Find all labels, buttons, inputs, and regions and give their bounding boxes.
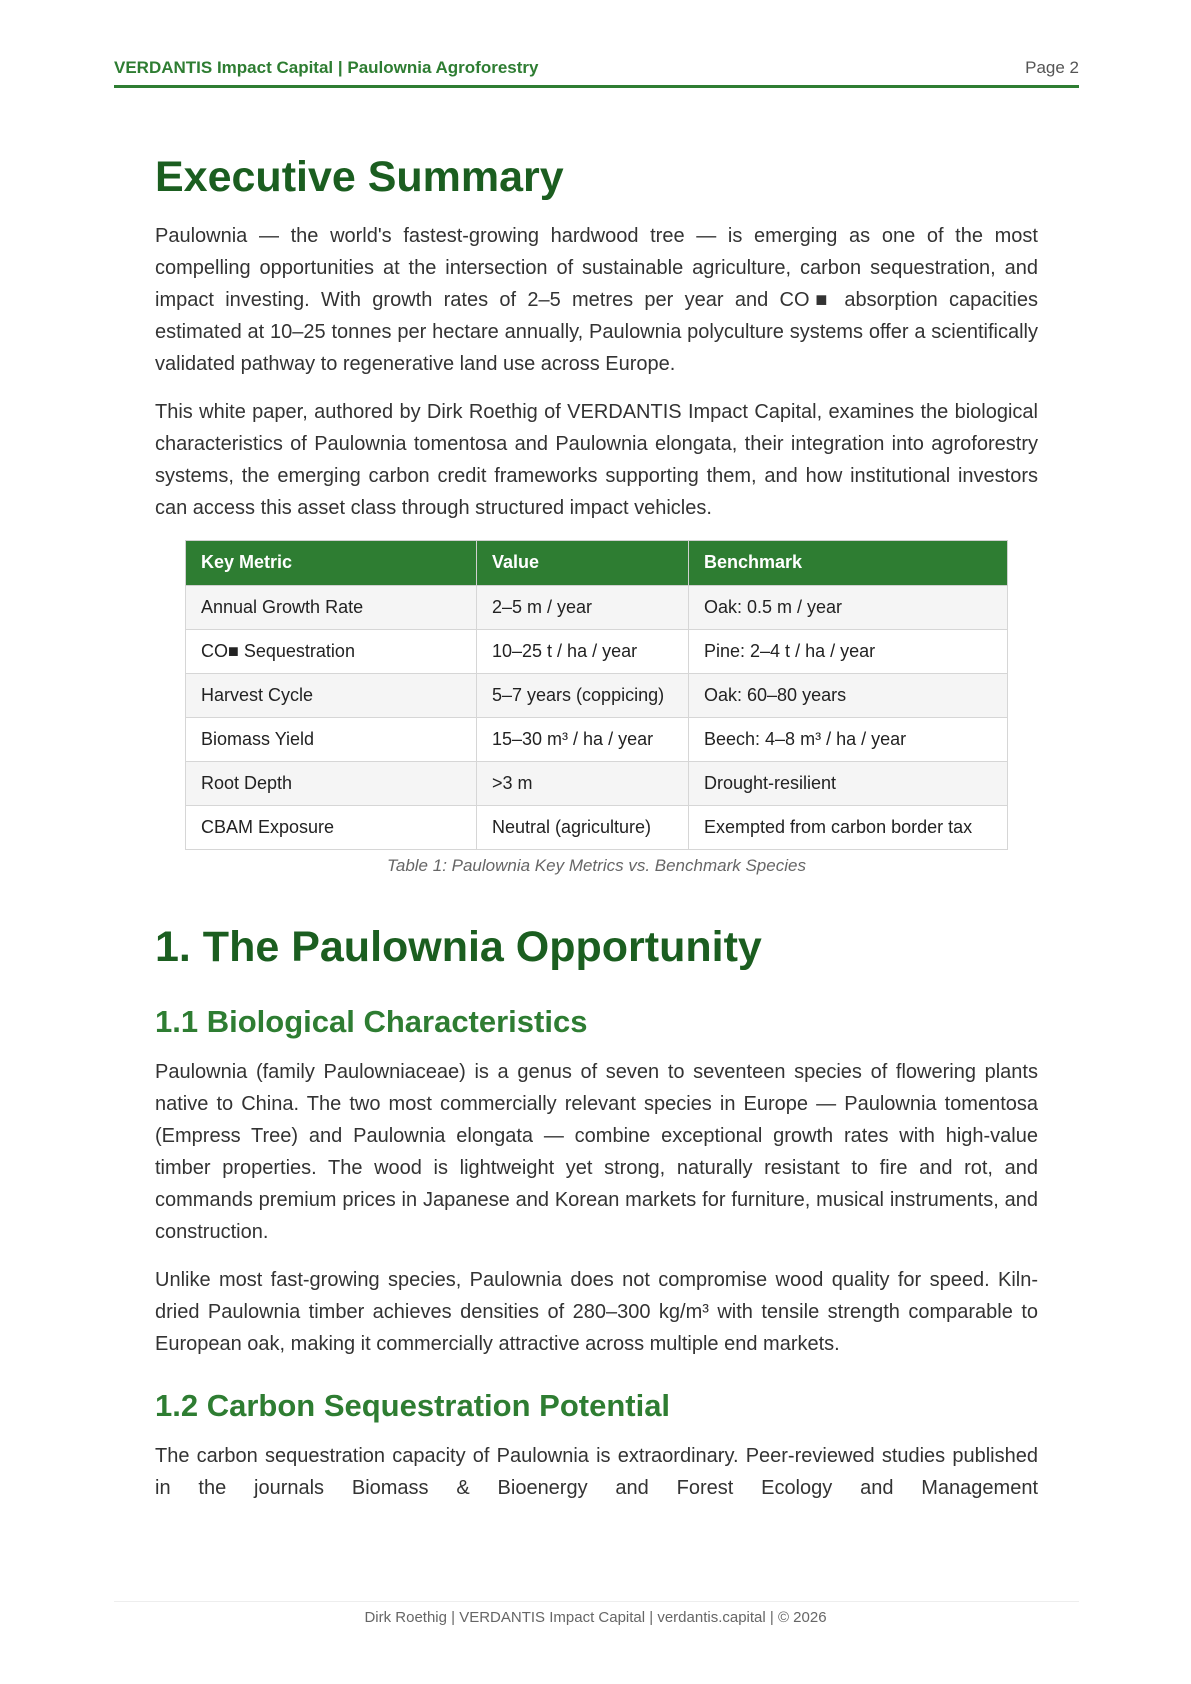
table-cell: Biomass Yield	[186, 717, 477, 761]
table-header-row	[186, 540, 1008, 585]
key-metrics-table	[185, 540, 1008, 850]
table-cell: 10–25 t / ha / year	[477, 629, 689, 673]
subsection-heading: 1.2 Carbon Sequestration Potential	[155, 1388, 671, 1424]
paragraph: The carbon sequestration capacity of Paulownia is extraordinary. Peer-reviewed studies published in the journals Biomass & Bioenergy and Forest Ecology and Management	[155, 1445, 1038, 1500]
table-cell: 5–7 years (coppicing)	[477, 673, 689, 717]
table-cell: Drought-resilient	[689, 761, 1008, 805]
table-row	[186, 805, 1008, 849]
table-row	[186, 673, 1008, 717]
page-header	[114, 56, 1079, 88]
table-row	[186, 629, 1008, 673]
section-heading: 1. The Paulownia Opportunity	[155, 922, 762, 971]
table-cell: >3 m	[477, 761, 689, 805]
table-row	[186, 761, 1008, 805]
table-row	[186, 585, 1008, 629]
table-cell: Beech: 4–8 m³ / ha / year	[689, 717, 1008, 761]
table-cell: Neutral (agriculture)	[477, 805, 689, 849]
subsection-heading: 1.1 Biological Characteristics	[155, 1003, 588, 1039]
table-cell: Exempted from carbon border tax	[689, 805, 1008, 849]
table-cell: 15–30 m³ / ha / year	[477, 717, 689, 761]
table-cell: Root Depth	[186, 761, 477, 805]
table-cell: Harvest Cycle	[186, 673, 477, 717]
table-cell: 2–5 m / year	[477, 585, 689, 629]
paragraph: Paulownia — the world's fastest-growing hardwood tree — is emerging as one of the most compelling opportunities at the intersection of sustainable agriculture, carbon sequestration, and impact investing. With growth rates of 2–5 metres per year and CO■ absorption capacities estimated at 10–25 tonnes per hectare annually, Paulownia polyculture systems offer a scientifically validated pathway to regenerative land use across Europe.	[155, 224, 1038, 375]
column-header: Value	[477, 540, 689, 585]
table-cell: Annual Growth Rate	[186, 585, 477, 629]
table-cell: CO■ Sequestration	[186, 629, 477, 673]
page-number: Page 2	[1025, 58, 1079, 77]
table-row	[186, 717, 1008, 761]
table-cell: Pine: 2–4 t / ha / year	[689, 629, 1008, 673]
table-cell: Oak: 0.5 m / year	[689, 585, 1008, 629]
page-footer: Dirk Roethig | VERDANTIS Impact Capital | verdantis.capital | © 2026	[364, 1609, 827, 1626]
table-cell: CBAM Exposure	[186, 805, 477, 849]
table-cell: Oak: 60–80 years	[689, 673, 1008, 717]
column-header: Benchmark	[689, 540, 1008, 585]
header-brand: VERDANTIS Impact Capital | Paulownia Agroforestry	[114, 58, 539, 77]
table-caption: Table 1: Paulownia Key Metrics vs. Benchmark Species	[387, 855, 806, 875]
executive-summary-heading: Executive Summary	[155, 153, 564, 201]
paragraph: This white paper, authored by Dirk Roethig of VERDANTIS Impact Capital, examines the biological characteristics of Paulownia tomentosa and Paulownia elongata, their integration into agroforestry systems, the emerging carbon credit frameworks supporting them, and how institutional investors can access this asset class through structured impact vehicles.	[155, 400, 1038, 519]
paragraph: Paulownia (family Paulowniaceae) is a genus of seven to seventeen species of flowering plants native to China. The two most commercially relevant species in Europe — Paulownia tomentosa (Empress Tree) and Paulownia elongata — combine exceptional growth rates with high-value timber properties. The wood is lightweight yet strong, naturally resistant to fire and rot, and commands premium prices in Japanese and Korean markets for furniture, musical instruments, and construction.	[155, 1061, 1038, 1244]
paragraph: Unlike most fast-growing species, Paulownia does not compromise wood quality for speed. Kiln-dried Paulownia timber achieves densities of 280–300 kg/m³ with tensile strength comparable to European oak, making it commercially attractive across multiple end markets.	[155, 1269, 1038, 1356]
page-content	[155, 150, 1038, 1520]
footer-divider	[114, 1601, 1079, 1602]
column-header: Key Metric	[186, 540, 477, 585]
